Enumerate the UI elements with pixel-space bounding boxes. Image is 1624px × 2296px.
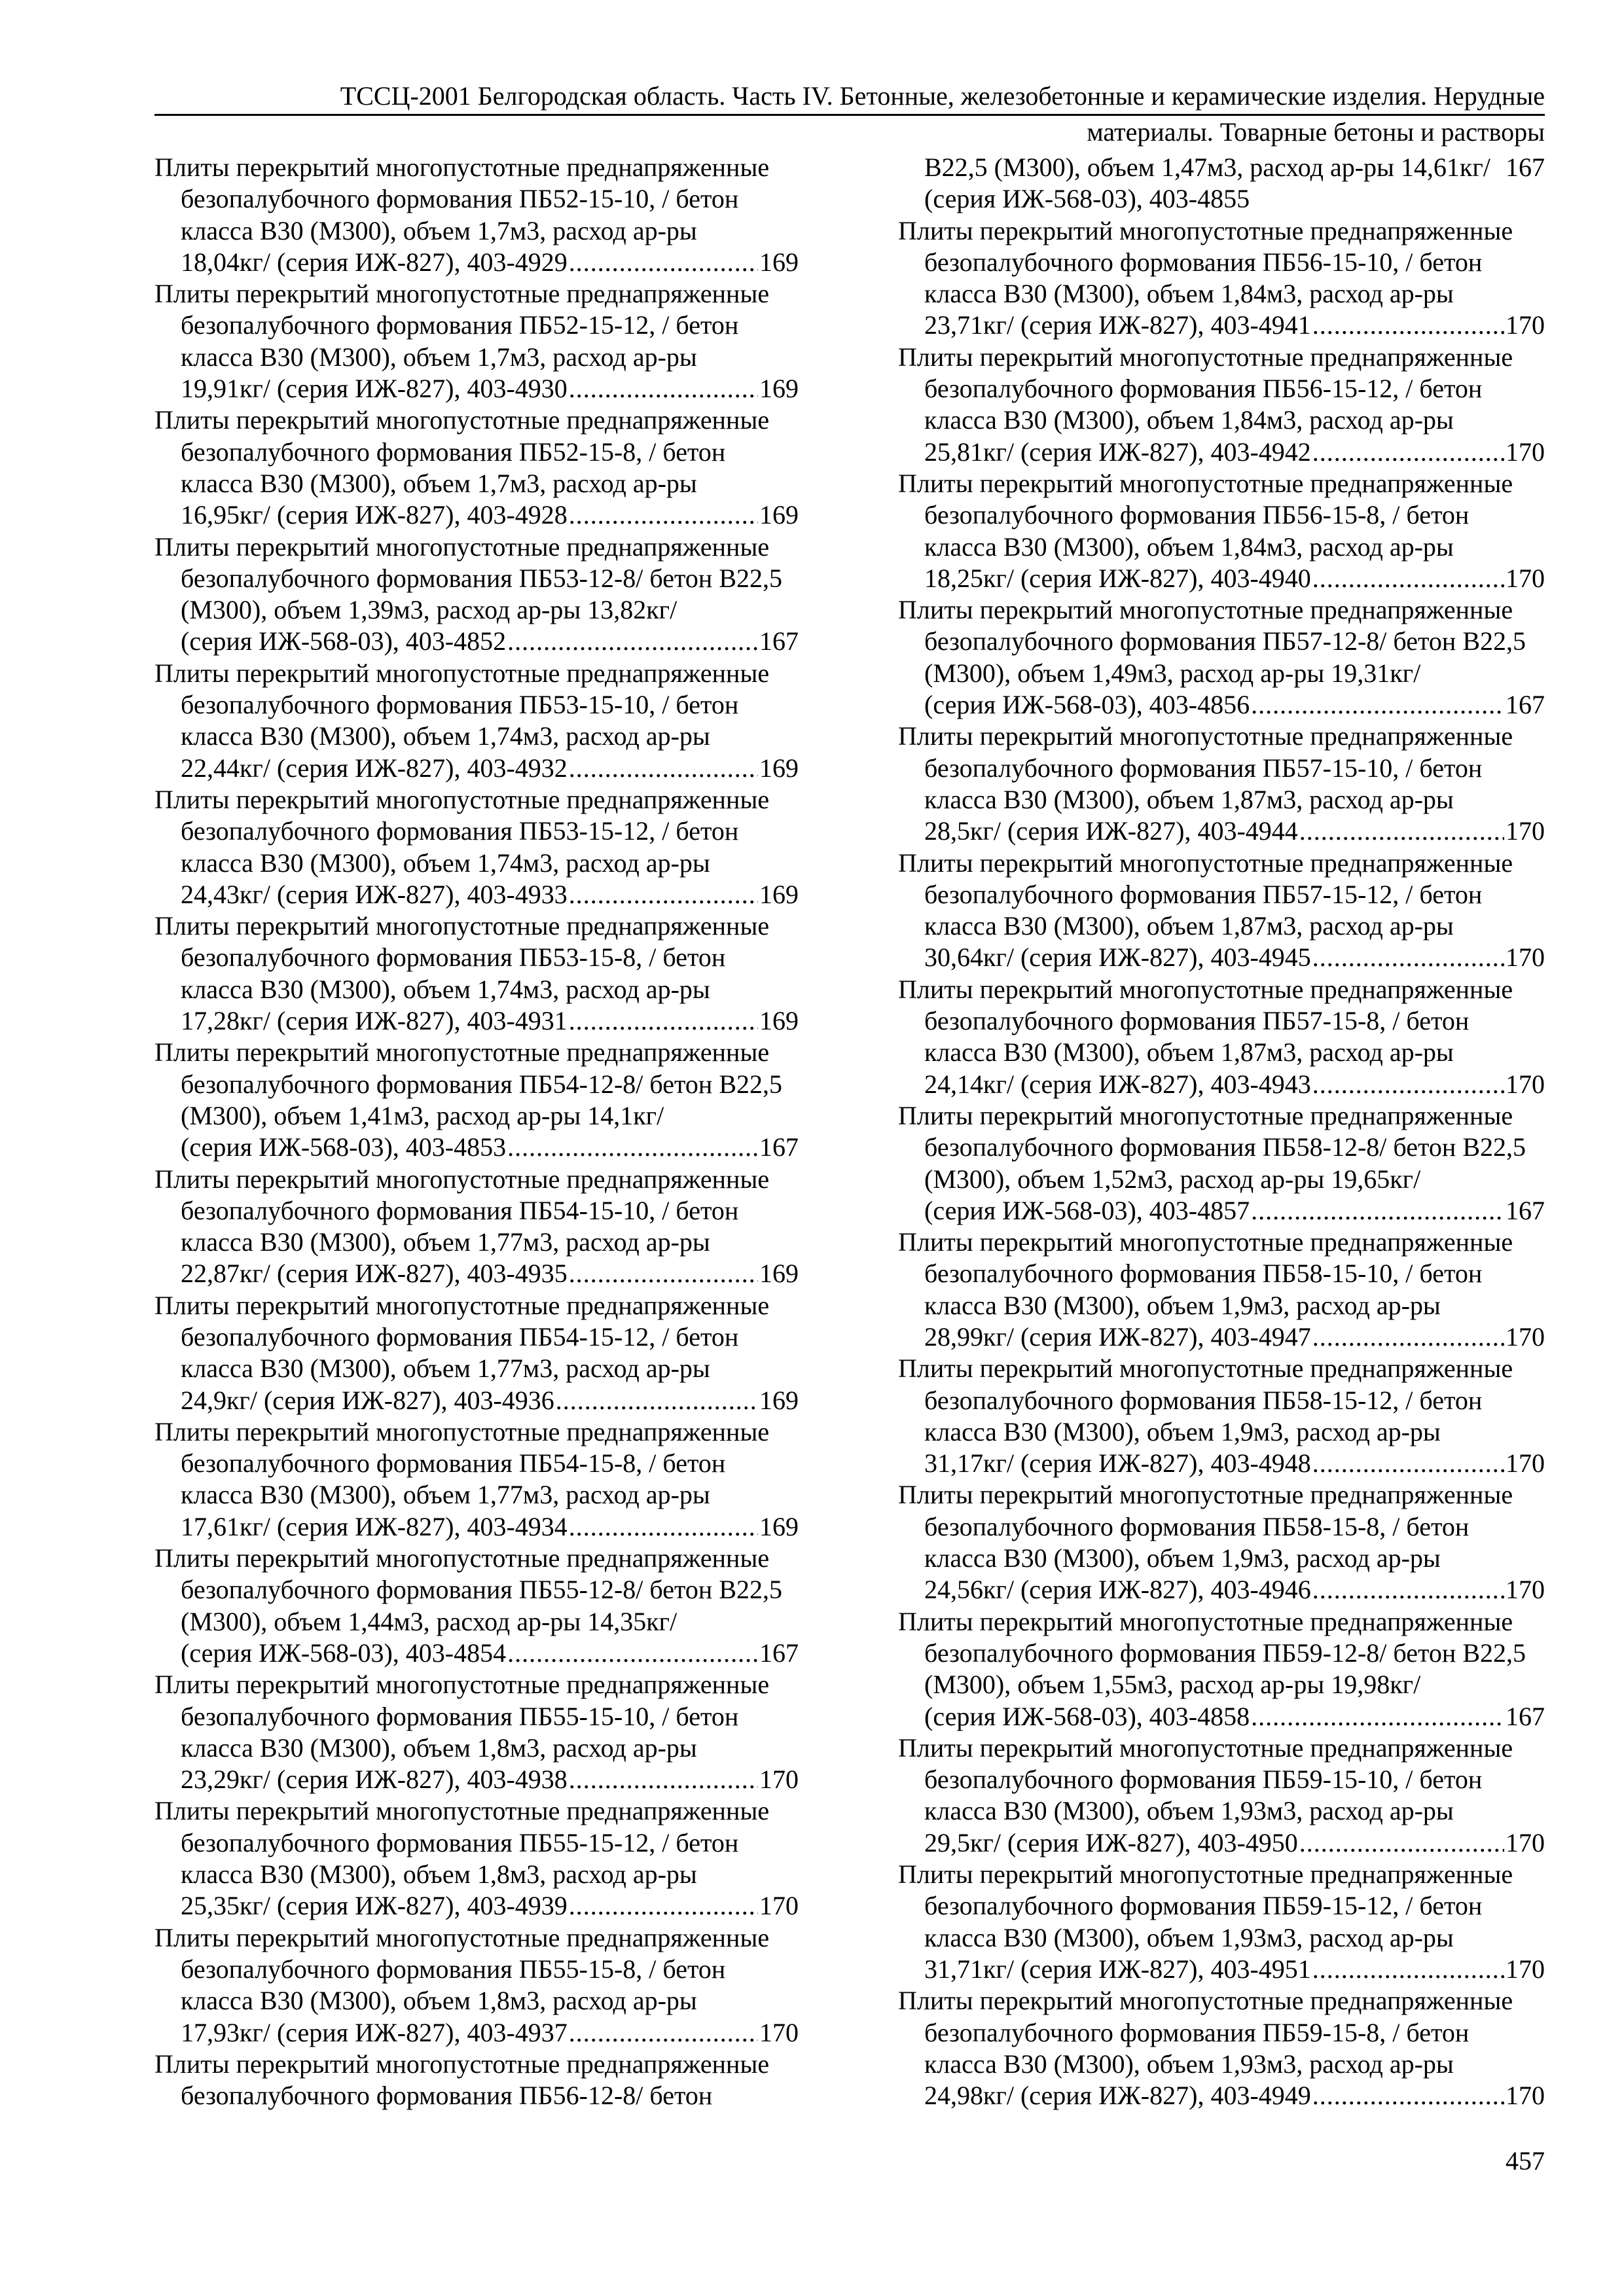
index-entry-text: Плиты перекрытий многопустотные преднапряженные безопалубочного формования ПБ53-12-8/ бетон В22,5 (М300), объем 1,39м3, расход ар-ры 13,82кг/ xyxy=(154,531,783,625)
index-entry-page-ref: 169 xyxy=(759,879,799,909)
index-entry-leader-line xyxy=(154,1132,799,1163)
index-entry xyxy=(154,1669,799,1795)
index-entry-code: (серия ИЖ-568-03), 403-4853 xyxy=(181,1132,507,1162)
dot-leader xyxy=(569,1005,758,1037)
header-title-line: ТССЦ-2001 Белгородская область. Часть IV. Бетонные, железобетонные и керамические изделия. Нерудные xyxy=(154,80,1545,116)
index-entry-leader-line xyxy=(898,310,1545,341)
dot-leader xyxy=(1299,1827,1504,1859)
index-entry-code: 16,95кг/ (серия ИЖ-827), 403-4928 xyxy=(181,500,568,530)
index-entry xyxy=(154,1290,799,1416)
index-entry-text: Плиты перекрытий многопустотные преднапряженные безопалубочного формования ПБ52-15-12, / бетон класса В30 (М300), объем 1,7м3, расход ар-ры xyxy=(154,279,770,372)
index-entry xyxy=(154,1543,799,1669)
index-entry-text: Плиты перекрытий многопустотные преднапряженные безопалубочного формования ПБ55-12-8/ бетон В22,5 (М300), объем 1,44м3, расход ар-ры 14,35кг/ xyxy=(154,1543,783,1636)
index-entry-leader-line xyxy=(154,1385,799,1416)
index-entry-leader-line xyxy=(154,1511,799,1543)
dot-leader xyxy=(1312,1954,1504,1985)
index-entry-code: (серия ИЖ-568-03), 403-4858 xyxy=(924,1701,1250,1731)
index-entry-text: Плиты перекрытий многопустотные преднапряженные безопалубочного формования ПБ55-15-10, / бетон класса В30 (М300), объем 1,8м3, расход ар-ры xyxy=(154,1670,770,1763)
dot-leader xyxy=(569,879,758,910)
index-entry xyxy=(154,1416,799,1543)
dot-leader xyxy=(569,1511,758,1543)
index-entry-page-ref: 170 xyxy=(1506,1827,1545,1857)
index-entry-text: Плиты перекрытий многопустотные преднапряженные безопалубочного формования ПБ58-15-12, / бетон класса В30 (М300), объем 1,9м3, расход ар-ры xyxy=(898,1354,1513,1446)
dot-leader xyxy=(569,2017,758,2049)
index-entry-text: Плиты перекрытий многопустотные преднапряженные безопалубочного формования ПБ58-15-10, / бетон класса В30 (М300), объем 1,9м3, расход ар-ры xyxy=(898,1227,1513,1320)
index-entry-leader-line xyxy=(898,1827,1545,1859)
dot-leader xyxy=(1312,563,1504,594)
index-entry-text: Плиты перекрытий многопустотные преднапряженные безопалубочного формования ПБ58-12-8/ бетон В22,5 (М300), объем 1,52м3, расход ар-ры 19,65кг/ xyxy=(898,1100,1526,1194)
index-entry-leader-line xyxy=(898,1448,1545,1479)
index-entry-leader-line xyxy=(154,1258,799,1289)
dot-leader xyxy=(1312,437,1504,468)
index-entry xyxy=(898,1227,1545,1353)
dot-leader xyxy=(1312,1321,1504,1353)
index-entry-leader-line xyxy=(154,1764,799,1795)
index-entry xyxy=(898,848,1545,974)
index-entry xyxy=(154,1164,799,1290)
index-entry-page-ref: 170 xyxy=(1506,563,1545,593)
index-entry-code: (серия ИЖ-568-03), 403-4852 xyxy=(181,626,507,656)
index-entry xyxy=(898,1606,1545,1732)
index-entry xyxy=(154,784,799,910)
index-entry-leader-line xyxy=(154,373,799,404)
dot-leader xyxy=(569,1258,758,1289)
index-entry xyxy=(898,1100,1545,1227)
index-entry xyxy=(898,721,1545,847)
index-entry-text: Плиты перекрытий многопустотные преднапряженные безопалубочного формования ПБ56-15-10, / бетон класса В30 (М300), объем 1,84м3, расход ар-ры xyxy=(898,215,1513,309)
index-entry-text: Плиты перекрытий многопустотные преднапряженные безопалубочного формования ПБ58-15-8, / бетон класса В30 (М300), объем 1,9м3, расход ар-ры xyxy=(898,1480,1513,1573)
index-entry xyxy=(154,910,799,1037)
page-number: 457 xyxy=(1506,2146,1545,2176)
index-entry xyxy=(154,658,799,784)
index-entry-code: 24,14кг/ (серия ИЖ-827), 403-4943 xyxy=(924,1069,1311,1099)
index-entry-page-ref: 167 xyxy=(759,1132,799,1162)
index-entry-code: 31,17кг/ (серия ИЖ-827), 403-4948 xyxy=(924,1448,1311,1479)
index-entry-page-ref: 170 xyxy=(1506,2081,1545,2111)
index-entry-page-ref: 170 xyxy=(1506,1954,1545,1984)
index-entry-page-ref: 170 xyxy=(1506,816,1545,846)
index-entry xyxy=(898,594,1545,721)
index-entry-leader-line xyxy=(898,437,1545,468)
index-entry-page-ref: 170 xyxy=(1506,437,1545,467)
index-entry-page-ref: 170 xyxy=(1506,942,1545,973)
index-entry-leader-line xyxy=(898,2080,1545,2111)
index-entry-code: В22,5 (М300), объем 1,47м3, расход ар-ры 14,61кг/ (серия ИЖ-568-03), 403-4855 xyxy=(924,152,1490,214)
dot-leader xyxy=(1312,1448,1504,1479)
index-entry-page-ref: 169 xyxy=(759,753,799,783)
index-entry xyxy=(154,278,799,404)
index-entry-page-ref: 170 xyxy=(759,1891,799,1921)
index-entry-leader-line xyxy=(898,1321,1545,1353)
index-entry-code: 22,87кг/ (серия ИЖ-827), 403-4935 xyxy=(181,1259,568,1289)
index-entry-page-ref: 167 xyxy=(1506,1195,1545,1225)
index-entry-page-ref: 169 xyxy=(759,1259,799,1289)
running-header xyxy=(154,80,1545,149)
dot-leader xyxy=(569,1764,758,1795)
index-entry-text: Плиты перекрытий многопустотные преднапряженные безопалубочного формования ПБ57-12-8/ бетон В22,5 (М300), объем 1,49м3, расход ар-ры 19,31кг/ xyxy=(898,595,1526,688)
dot-leader xyxy=(569,753,758,784)
dot-leader xyxy=(569,1890,758,1922)
index-entry-code: 24,98кг/ (серия ИЖ-827), 403-4949 xyxy=(924,2081,1311,2111)
index-entry xyxy=(154,404,799,531)
index-entry-code: 22,44кг/ (серия ИЖ-827), 403-4932 xyxy=(181,753,568,783)
index-entry-text: Плиты перекрытий многопустотные преднапряженные безопалубочного формования ПБ54-15-8, / бетон класса В30 (М300), объем 1,77м3, расход ар-ры xyxy=(154,1416,770,1510)
index-entry xyxy=(898,152,1545,215)
index-entry-leader-line xyxy=(898,942,1545,973)
index-entry-page-ref: 170 xyxy=(1506,1069,1545,1099)
index-entry-leader-line xyxy=(898,152,1545,215)
index-entry xyxy=(898,468,1545,594)
index-entry-text: Плиты перекрытий многопустотные преднапряженные безопалубочного формования ПБ54-15-10, / бетон класса В30 (М300), объем 1,77м3, расход ар-ры xyxy=(154,1164,770,1257)
index-entry xyxy=(898,974,1545,1100)
dot-leader xyxy=(1299,816,1504,847)
index-entry xyxy=(898,1479,1545,1605)
dot-leader xyxy=(1312,1574,1504,1605)
index-entry-leader-line xyxy=(154,499,799,531)
index-entry-page-ref: 167 xyxy=(759,626,799,656)
dot-leader xyxy=(569,373,758,404)
index-entry xyxy=(898,1859,1545,1985)
dot-leader xyxy=(1251,689,1504,721)
index-entry-leader-line xyxy=(154,879,799,910)
index-entry xyxy=(898,1985,1545,2111)
index-entry-code: 24,43кг/ (серия ИЖ-827), 403-4933 xyxy=(181,879,568,909)
index-entry-code: (серия ИЖ-568-03), 403-4854 xyxy=(181,1638,507,1668)
index-entry-code: 23,29кг/ (серия ИЖ-827), 403-4938 xyxy=(181,1765,568,1795)
index-entry-page-ref: 169 xyxy=(759,1511,799,1541)
dot-leader xyxy=(507,1638,758,1669)
index-entry-page-ref: 169 xyxy=(759,374,799,404)
index-entry-code: 28,99кг/ (серия ИЖ-827), 403-4947 xyxy=(924,1321,1311,1352)
dot-leader xyxy=(569,499,758,531)
index-entry-leader-line xyxy=(154,1890,799,1922)
index-entry-leader-line xyxy=(898,1574,1545,1605)
index-entry-leader-line xyxy=(898,689,1545,721)
index-column-left xyxy=(154,152,799,2111)
dot-leader xyxy=(507,1132,758,1163)
index-entry-text: Плиты перекрытий многопустотные преднапряженные безопалубочного формования ПБ53-15-10, / бетон класса В30 (М300), объем 1,74м3, расход ар-ры xyxy=(154,658,770,751)
index-entry-page-ref: 169 xyxy=(759,1385,799,1415)
index-entry-text: Плиты перекрытий многопустотные преднапряженные безопалубочного формования ПБ55-15-12, / бетон класса В30 (М300), объем 1,8м3, расход ар-ры xyxy=(154,1796,770,1890)
index-entry-text: Плиты перекрытий многопустотные преднапряженные безопалубочного формования ПБ56-15-8, / бетон класса В30 (М300), объем 1,84м3, расход ар-ры xyxy=(898,468,1513,562)
dot-leader xyxy=(1312,942,1504,973)
index-entry-page-ref: 167 xyxy=(1506,690,1545,720)
index-entry-page-ref: 167 xyxy=(1506,1701,1545,1731)
index-entry-text: Плиты перекрытий многопустотные преднапряженные безопалубочного формования ПБ52-15-8, / бетон класса В30 (М300), объем 1,7м3, расход ар-ры xyxy=(154,405,770,498)
index-entry-leader-line xyxy=(898,1954,1545,1985)
index-entry xyxy=(898,215,1545,342)
index-entry-code: 18,25кг/ (серия ИЖ-827), 403-4940 xyxy=(924,563,1311,593)
index-entry-leader-line xyxy=(154,1638,799,1669)
index-entry-code: (серия ИЖ-568-03), 403-4857 xyxy=(924,1195,1250,1225)
index-entry-text: Плиты перекрытий многопустотные преднапряженные безопалубочного формования ПБ57-15-8, / бетон класса В30 (М300), объем 1,87м3, расход ар-ры xyxy=(898,974,1513,1067)
index-entry-page-ref: 170 xyxy=(1506,310,1545,340)
dot-leader xyxy=(1312,2080,1504,2111)
index-entry-code: 29,5кг/ (серия ИЖ-827), 403-4950 xyxy=(924,1827,1298,1857)
index-entry-text: Плиты перекрытий многопустотные преднапряженные безопалубочного формования ПБ59-15-12, / бетон класса В30 (М300), объем 1,93м3, расход ар-ры xyxy=(898,1859,1513,1952)
index-entry-code: 25,35кг/ (серия ИЖ-827), 403-4939 xyxy=(181,1891,568,1921)
index-entry-code: (серия ИЖ-568-03), 403-4856 xyxy=(924,690,1250,720)
index-entry-code: 17,93кг/ (серия ИЖ-827), 403-4937 xyxy=(181,2017,568,2047)
index-entry xyxy=(154,2049,799,2112)
index-entry-text: Плиты перекрытий многопустотные преднапряженные безопалубочного формования ПБ53-15-12, / бетон класса В30 (М300), объем 1,74м3, расход ар-ры xyxy=(154,784,770,878)
index-entry xyxy=(898,1732,1545,1859)
index-entry-page-ref: 170 xyxy=(1506,1321,1545,1352)
index-entry-code: 28,5кг/ (серия ИЖ-827), 403-4944 xyxy=(924,816,1298,846)
index-entry-code: 30,64кг/ (серия ИЖ-827), 403-4945 xyxy=(924,942,1311,973)
index-entry xyxy=(154,531,799,658)
index-entry xyxy=(154,1037,799,1163)
index-entry-page-ref: 169 xyxy=(759,247,799,277)
index-entry-page-ref: 167 xyxy=(759,1638,799,1668)
index-entry-text: Плиты перекрытий многопустотные преднапряженные безопалубочного формования ПБ56-12-8/ бетон xyxy=(154,2049,770,2111)
index-column-right xyxy=(898,152,1545,2111)
index-entry-code: 23,71кг/ (серия ИЖ-827), 403-4941 xyxy=(924,310,1311,340)
index-entry-leader-line xyxy=(154,753,799,784)
index-entry-leader-line xyxy=(898,1069,1545,1100)
index-entry-text: Плиты перекрытий многопустотные преднапряженные безопалубочного формования ПБ55-15-8, / бетон класса В30 (М300), объем 1,8м3, расход ар-ры xyxy=(154,1922,770,2016)
dot-leader xyxy=(507,626,758,657)
index-entry-code: 19,91кг/ (серия ИЖ-827), 403-4930 xyxy=(181,374,568,404)
index-entry-leader-line xyxy=(154,1005,799,1037)
index-entry-page-ref: 170 xyxy=(1506,1448,1545,1479)
index-entry xyxy=(154,1922,799,2049)
index-entry-text: Плиты перекрытий многопустотные преднапряженные безопалубочного формования ПБ59-15-8, / бетон класса В30 (М300), объем 1,93м3, расход ар-ры xyxy=(898,1986,1513,2079)
index-entry-code: 24,56кг/ (серия ИЖ-827), 403-4946 xyxy=(924,1575,1311,1605)
index-entry-text: Плиты перекрытий многопустотные преднапряженные безопалубочного формования ПБ54-12-8/ бетон В22,5 (М300), объем 1,41м3, расход ар-ры 14,1кг/ xyxy=(154,1037,783,1130)
index-entry-leader-line xyxy=(898,563,1545,594)
dot-leader xyxy=(1312,1069,1504,1100)
index-entry-text: Плиты перекрытий многопустотные преднапряженные безопалубочного формования ПБ59-15-10, / бетон класса В30 (М300), объем 1,93м3, расход ар-ры xyxy=(898,1732,1513,1826)
index-entry-text: Плиты перекрытий многопустотные преднапряженные безопалубочного формования ПБ52-15-10, / бетон класса В30 (М300), объем 1,7м3, расход ар-ры xyxy=(154,152,770,245)
index-entry-page-ref: 169 xyxy=(759,500,799,530)
index-entry-code: 24,9кг/ (серия ИЖ-827), 403-4936 xyxy=(181,1385,554,1415)
index-entry-leader-line xyxy=(154,626,799,657)
index-entry-page-ref: 167 xyxy=(1506,152,1545,182)
index-entry-code: 31,71кг/ (серия ИЖ-827), 403-4951 xyxy=(924,1954,1311,1984)
index-entry-text: Плиты перекрытий многопустотные преднапряженные безопалубочного формования ПБ59-12-8/ бетон В22,5 (М300), объем 1,55м3, расход ар-ры 19,98кг/ xyxy=(898,1606,1526,1700)
index-entry-leader-line xyxy=(154,247,799,278)
header-subtitle-line: материалы. Товарные бетоны и растворы xyxy=(1087,117,1545,147)
dot-leader xyxy=(569,247,758,278)
index-entry-text: Плиты перекрытий многопустотные преднапряженные безопалубочного формования ПБ57-15-10, / бетон класса В30 (М300), объем 1,87м3, расход ар-ры xyxy=(898,721,1513,814)
dot-leader xyxy=(1251,1195,1504,1227)
index-entry-leader-line xyxy=(898,816,1545,847)
index-entry xyxy=(898,342,1545,468)
index-entry xyxy=(898,1353,1545,1479)
index-entry-page-ref: 170 xyxy=(759,1765,799,1795)
index-entry-leader-line xyxy=(898,1195,1545,1227)
index-entry-code: 18,04кг/ (серия ИЖ-827), 403-4929 xyxy=(181,247,568,277)
dot-leader xyxy=(1251,1701,1504,1732)
index-entry-text: Плиты перекрытий многопустотные преднапряженные безопалубочного формования ПБ53-15-8, / бетон класса В30 (М300), объем 1,74м3, расход ар-ры xyxy=(154,911,770,1004)
index-entry-text: Плиты перекрытий многопустотные преднапряженные безопалубочного формования ПБ57-15-12, / бетон класса В30 (М300), объем 1,87м3, расход ар-ры xyxy=(898,848,1513,941)
index-entry-leader-line xyxy=(898,1701,1545,1732)
index-entry-code: 17,61кг/ (серия ИЖ-827), 403-4934 xyxy=(181,1511,568,1541)
index-entry xyxy=(154,152,799,278)
dot-leader xyxy=(1312,310,1504,341)
index-entry-code: 17,28кг/ (серия ИЖ-827), 403-4931 xyxy=(181,1006,568,1036)
dot-leader xyxy=(556,1385,758,1416)
index-entry-code: 25,81кг/ (серия ИЖ-827), 403-4942 xyxy=(924,437,1311,467)
index-entry-leader-line xyxy=(154,2017,799,2049)
index-entry-page-ref: 170 xyxy=(759,2017,799,2047)
index-entry-text: Плиты перекрытий многопустотные преднапряженные безопалубочного формования ПБ54-15-12, / бетон класса В30 (М300), объем 1,77м3, расход ар-ры xyxy=(154,1290,770,1384)
index-entry-page-ref: 169 xyxy=(759,1006,799,1036)
index-entry-text: Плиты перекрытий многопустотные преднапряженные безопалубочного формования ПБ56-15-12, / бетон класса В30 (М300), объем 1,84м3, расход ар-ры xyxy=(898,342,1513,435)
index-entry xyxy=(154,1795,799,1922)
index-entry-page-ref: 170 xyxy=(1506,1575,1545,1605)
